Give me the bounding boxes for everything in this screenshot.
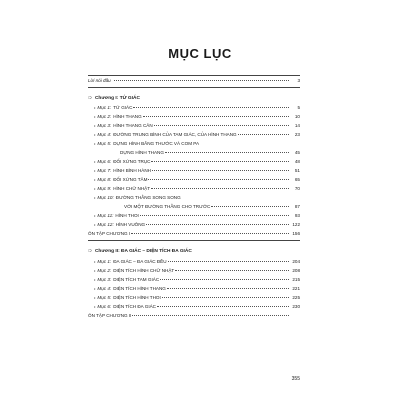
entry-page: 14 [294, 123, 300, 128]
dot-bullet-icon: • [94, 123, 96, 128]
entry-page: 221 [292, 286, 300, 291]
leader-dots [152, 170, 289, 171]
entry-text: DIỆN TÍCH HÌNH CHỮ NHẬT [113, 268, 175, 273]
toc-entry[interactable] [94, 159, 300, 165]
dot-bullet-icon: • [94, 141, 96, 146]
review-page: 156 [292, 231, 300, 236]
dot-bullet-icon: • [94, 132, 96, 137]
dot-bullet-icon: • [94, 213, 96, 218]
entry-text: DỰNG HÌNH THANG [120, 150, 164, 155]
entry-label: Mục 10: [97, 195, 114, 200]
toc-entry[interactable] [94, 168, 300, 174]
leader-dots [157, 306, 289, 307]
entry-text: TỨ GIÁC [113, 105, 133, 110]
entry-page: 93 [294, 213, 300, 218]
leader-dots [151, 188, 289, 189]
dot-bullet-icon: • [94, 222, 96, 227]
entry-text: DIỆN TÍCH HÌNH THANG [113, 286, 166, 291]
dot-bullet-icon: • [94, 186, 96, 191]
dot-bullet-icon: • [94, 268, 96, 273]
preface-label: Lời nói đầu [88, 78, 111, 83]
leader-dots [154, 125, 289, 126]
entry-page: 208 [292, 268, 300, 273]
page-title: MỤC LỤC [168, 46, 232, 61]
review-text: ÔN TẬP CHƯƠNG II [88, 313, 132, 318]
leader-dots [167, 288, 289, 289]
entry-page: 51 [294, 168, 300, 173]
entry-text: HÌNH THOI [115, 213, 139, 218]
entry-page: 23 [294, 132, 300, 137]
entry-label: Mục 6: [97, 304, 112, 309]
toc-entry[interactable] [94, 259, 300, 265]
dot-bullet-icon: • [94, 304, 96, 309]
toc-entry[interactable] [94, 277, 300, 283]
chapter-heading[interactable] [88, 95, 140, 102]
chapter-heading[interactable] [88, 248, 192, 255]
toc-entry[interactable] [94, 304, 300, 310]
entry-text: HÌNH BÌNH HÀNH [113, 168, 151, 173]
entry-label: Mục 3: [97, 277, 112, 282]
entry-text: DIỆN TÍCH TAM GIÁC [113, 277, 160, 282]
toc-entry-continued[interactable] [124, 204, 300, 210]
review-entry[interactable] [88, 231, 300, 237]
leader-dots [146, 224, 289, 225]
preface-rule [88, 87, 300, 88]
toc-entry[interactable] [94, 295, 300, 301]
dot-bullet-icon: • [94, 195, 96, 200]
entry-label: Mục 5: [97, 295, 112, 300]
entry-text: ĐỐI XỨNG TRỤC [113, 159, 151, 164]
dot-bullet-icon: • [94, 159, 96, 164]
entry-label: Mục 6: [97, 159, 112, 164]
entry-label: Mục 1: [97, 259, 112, 264]
entry-text: DIỆN TÍCH ĐA GIÁC [113, 304, 156, 309]
dot-bullet-icon: • [94, 177, 96, 182]
review-text: ÔN TẬP CHƯƠNG I [88, 231, 131, 236]
entry-page: 48 [294, 159, 300, 164]
entry-page: 230 [292, 304, 300, 309]
toc-entry[interactable] [94, 123, 300, 129]
entry-text: HÌNH CHỮ NHẬT [113, 186, 151, 191]
entry-label: Mục 1: [97, 105, 112, 110]
entry-label: Mục 9: [97, 186, 112, 191]
dot-bullet-icon: • [94, 105, 96, 110]
dot-bullet-icon: • [94, 277, 96, 282]
toc-entry[interactable] [94, 114, 300, 120]
toc-entry[interactable] [94, 286, 300, 292]
entry-text: ĐA GIÁC – ĐA GIÁC ĐỀU [113, 259, 167, 264]
entry-label: Mục 5: [97, 141, 112, 146]
dot-bullet-icon: • [94, 168, 96, 173]
entry-page: 65 [294, 177, 300, 182]
leader-dots [143, 116, 289, 117]
toc-entry[interactable] [94, 222, 300, 228]
review-entry[interactable] [88, 313, 300, 319]
entry-label: Mục 2: [97, 268, 112, 273]
entry-label: Mục 12: [97, 222, 114, 227]
chapter-label: Chương I: [94, 96, 119, 101]
entry-page: 225 [292, 295, 300, 300]
toc-entry[interactable] [94, 105, 300, 111]
entry-label: Mục 11: [97, 213, 114, 218]
entry-text: VỚI MỘT ĐƯỜNG THẲNG CHO TRƯỚC [124, 204, 211, 209]
toc-entry[interactable] [94, 177, 300, 183]
entry-page: 5 [297, 105, 300, 110]
leader-dots [140, 215, 289, 216]
entry-label: Mục 4: [97, 286, 112, 291]
leader-dots [175, 270, 289, 271]
entry-text: ĐƯỜNG TRUNG BÌNH CỦA TAM GIÁC, CỦA HÌNH THANG [113, 132, 237, 137]
leader-dots [131, 233, 289, 234]
leader-dots [165, 152, 289, 153]
entry-page: 122 [292, 222, 300, 227]
leader-dots [151, 161, 289, 162]
entry-page: 70 [294, 186, 300, 191]
leader-dots [160, 279, 289, 280]
toc-entry[interactable] [94, 141, 300, 147]
entry-text: DỰNG HÌNH BẰNG THƯỚC VÀ COM PA [113, 141, 200, 146]
toc-entry[interactable] [94, 132, 300, 138]
chapter-label: Chương II: [94, 249, 120, 254]
entry-label: Mục 7: [97, 168, 112, 173]
entry-text: HÌNH THANG [113, 114, 142, 119]
circle-bullet-icon: ❍ [88, 95, 92, 100]
preface-page: 3 [297, 78, 300, 83]
leader-dots [168, 261, 289, 262]
entry-page: 10 [294, 114, 300, 119]
dot-bullet-icon: • [94, 286, 96, 291]
leader-dots [132, 315, 289, 316]
toc-entry[interactable] [94, 213, 300, 219]
dot-bullet-icon: • [94, 114, 96, 119]
entry-text: DIỆN TÍCH HÌNH THOI [113, 295, 161, 300]
chapter-rule [88, 240, 300, 241]
entry-text: HÌNH THANG CÂN [113, 123, 153, 128]
leader-dots [238, 134, 289, 135]
entry-page: 215 [292, 277, 300, 282]
entry-text: ĐƯỜNG THẲNG SONG SONG [115, 195, 181, 200]
entry-page: 87 [294, 204, 300, 209]
entry-label: Mục 3: [97, 123, 112, 128]
leader-dots [162, 297, 289, 298]
entry-label: Mục 2: [97, 114, 112, 119]
entry-text: HÌNH VUÔNG [115, 222, 146, 227]
entry-page: 204 [292, 259, 300, 264]
top-rule [88, 75, 300, 76]
leader-dots [148, 179, 289, 180]
entry-label: Mục 8: [97, 177, 112, 182]
entry-text: ĐỐI XỨNG TÂM [113, 177, 148, 182]
chapter-name: TỨ GIÁC [119, 96, 140, 101]
leader-dots [133, 107, 289, 108]
leader-dots [211, 206, 289, 207]
toc-entry[interactable] [94, 268, 300, 274]
page-number: 355 [291, 376, 300, 382]
dot-bullet-icon: • [94, 259, 96, 264]
toc-entry[interactable] [94, 195, 300, 201]
preface-row[interactable] [88, 78, 300, 84]
chapter-name: ĐA GIÁC – DIỆN TÍCH ĐA GIÁC [121, 249, 192, 254]
entry-label: Mục 4: [97, 132, 112, 137]
dot-bullet-icon: • [94, 295, 96, 300]
toc-entry-continued[interactable] [120, 150, 300, 156]
leader-dots [114, 80, 289, 81]
circle-bullet-icon: ❍ [88, 248, 92, 253]
entry-page: 45 [294, 150, 300, 155]
toc-entry[interactable] [94, 186, 300, 192]
